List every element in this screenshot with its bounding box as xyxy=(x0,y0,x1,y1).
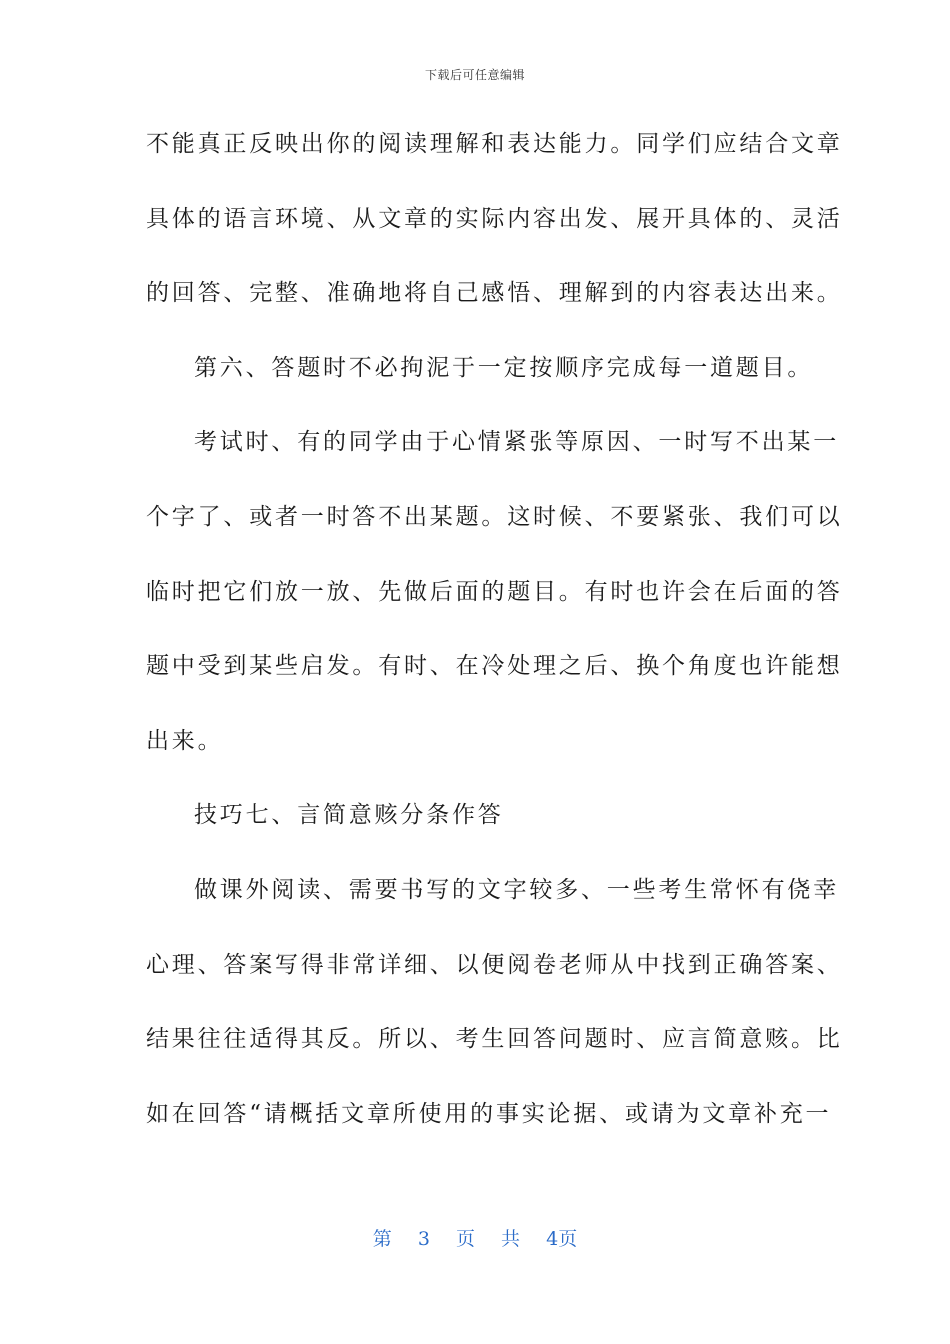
text-line: 不能真正反映出你的阅读理解和表达能力。同学们应结合文章 xyxy=(146,131,843,157)
text-line: 个字了、或者一时答不出某题。这时候、不要紧张、我们可以 xyxy=(146,503,843,530)
text-line: 如在回答“请概括文章所使用的事实论据、或请为文章补充一 xyxy=(146,1100,832,1127)
text-line: 临时把它们放一放、先做后面的题目。有时也许会在后面的答 xyxy=(146,578,843,605)
paragraph-start-line: 做课外阅读、需要书写的文字较多、一些考生常怀有侥幸 xyxy=(194,876,839,903)
text-line: 心理、答案写得非常详细、以便阅卷老师从中找到正确答案、 xyxy=(146,951,843,978)
page-footer xyxy=(0,1224,950,1251)
section-heading: 技巧七、言简意赅分条作答 xyxy=(194,802,504,829)
section-heading: 第六、答题时不必拘泥于一定按顺序完成每一道题目。 xyxy=(194,354,814,381)
document-body xyxy=(146,120,843,1164)
text-line: 题中受到某些启发。有时、在冷处理之后、换个角度也许能想 xyxy=(146,653,843,680)
text-line: 出来。 xyxy=(146,727,224,754)
paragraph-start-line: 考试时、有的同学由于心情紧张等原因、一时写不出某一 xyxy=(194,429,839,456)
footer-current-page: 3 xyxy=(417,1228,430,1250)
footer-page-label: 第 xyxy=(372,1228,392,1250)
page-header: 下载后可任意编辑 xyxy=(424,68,525,82)
text-line: 结果往往适得其反。所以、考生回答问题时、应言简意赅。比 xyxy=(146,1026,843,1053)
footer-total-pages: 4页 xyxy=(546,1228,578,1250)
text-line: 具体的语言环境、从文章的实际内容出发、展开具体的、灵活 xyxy=(146,205,843,232)
footer-page-unit: 页 xyxy=(455,1228,475,1250)
text-line: 的回答、完整、准确地将自己感悟、理解到的内容表达出来。 xyxy=(146,280,843,307)
footer-total-label: 共 xyxy=(501,1228,521,1250)
